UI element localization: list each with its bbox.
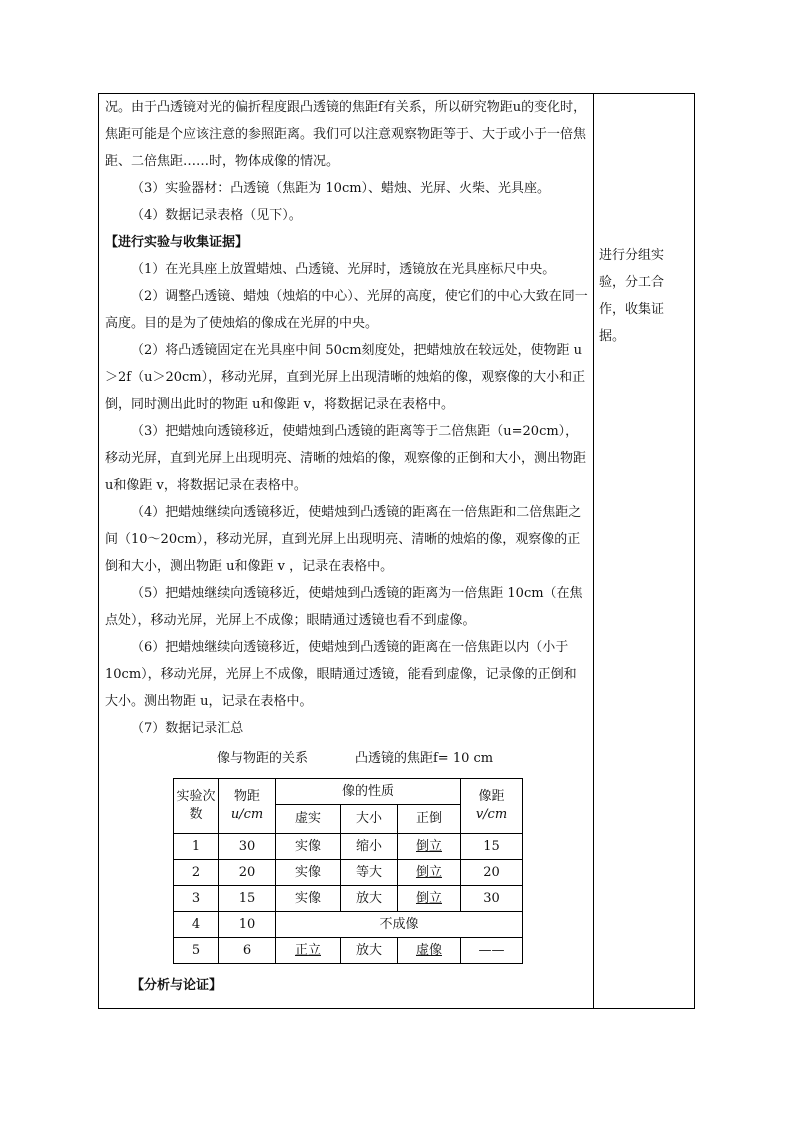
caption-left: 像与物距的关系 bbox=[217, 751, 309, 766]
cell-u: 20 bbox=[219, 860, 276, 886]
data-record-table bbox=[173, 778, 523, 964]
cell-n: 4 bbox=[174, 912, 219, 938]
cell-c: 虚像 bbox=[398, 938, 461, 964]
cell-n: 2 bbox=[174, 860, 219, 886]
cell-a: 实像 bbox=[276, 860, 341, 886]
table-row bbox=[174, 860, 523, 886]
step-5: （4）把蜡烛继续向透镜移近，使蜡烛到凸透镜的距离在一倍焦距和二倍焦距之间（10～20cm），移动光屏，直到光屏上出现明亮、清晰的烛焰的像，观察像的正倒和大小，测出物距 u和像距 v ，记录在表格中。 bbox=[105, 505, 582, 574]
content-cell bbox=[105, 94, 589, 742]
paragraph-table-note: （4）数据记录表格（见下）。 bbox=[131, 208, 302, 223]
cell-u: 15 bbox=[219, 886, 276, 912]
header-real-virtual: 虚实 bbox=[276, 805, 341, 834]
cell-c: 倒立 bbox=[398, 834, 461, 860]
heading-analysis: 【分析与论证】 bbox=[131, 978, 223, 993]
table-row bbox=[174, 886, 523, 912]
step-6: （5）把蜡烛继续向透镜移近，使蜡烛到凸透镜的距离为一倍焦距 10cm（在焦点处），移动光屏，光屏上不成像；眼睛通过透镜也看不到虚像。 bbox=[105, 586, 583, 628]
cell-no-image: 不成像 bbox=[276, 912, 523, 938]
table-row bbox=[174, 834, 523, 860]
cell-v: —— bbox=[461, 938, 523, 964]
header-image-properties: 像的性质 bbox=[276, 779, 461, 805]
header-u-unit: u/cm bbox=[230, 807, 264, 822]
header-trial bbox=[174, 779, 219, 834]
activity-note: 进行分组实验，分工合作，收集证据。 bbox=[599, 248, 665, 344]
paragraph-equipment: （3）实验器材：凸透镜（焦距为 10cm）、蜡烛、光屏、火柴、光具座。 bbox=[131, 181, 551, 196]
cell-u: 30 bbox=[219, 834, 276, 860]
step-3: （2）将凸透镜固定在光具座中间 50cm刻度处，把蜡烛放在较远处，使物距 u＞2f（u＞20cm），移动光屏，直到光屏上出现清晰的烛焰的像，观察像的大小和正倒，同时测出此时的物距 u和像距 v，将数据记录在表格中。 bbox=[105, 343, 586, 412]
header-u-name: 物距 bbox=[233, 789, 260, 804]
cell-n: 5 bbox=[174, 938, 219, 964]
header-trial-text: 实验次数 bbox=[176, 789, 216, 822]
column-divider bbox=[593, 94, 594, 1008]
activity-cell bbox=[599, 242, 681, 350]
cell-v: 15 bbox=[461, 834, 523, 860]
table-row bbox=[174, 912, 523, 938]
cell-n: 1 bbox=[174, 834, 219, 860]
cell-u: 10 bbox=[219, 912, 276, 938]
cell-a: 实像 bbox=[276, 834, 341, 860]
step-8: （7）数据记录汇总 bbox=[131, 721, 244, 736]
paragraph-intro: 况。由于凸透镜对光的偏折程度跟凸透镜的焦距f有关系，所以研究物距u的变化时，焦距可能是个应该注意的参照距离。我们可以注意观察物距等于、大于或小于一倍焦距、二倍焦距……时，物体成像的情况。 bbox=[105, 100, 587, 169]
cell-c: 倒立 bbox=[398, 886, 461, 912]
header-image-distance bbox=[461, 779, 523, 834]
table-row bbox=[174, 938, 523, 964]
cell-b: 等大 bbox=[341, 860, 398, 886]
cell-u: 6 bbox=[219, 938, 276, 964]
header-size: 大小 bbox=[341, 805, 398, 834]
header-object-distance bbox=[219, 779, 276, 834]
cell-a: 实像 bbox=[276, 886, 341, 912]
cell-n: 3 bbox=[174, 886, 219, 912]
cell-v: 30 bbox=[461, 886, 523, 912]
step-4: （3）把蜡烛向透镜移近，使蜡烛到凸透镜的距离等于二倍焦距（u=20cm），移动光屏，直到光屏上出现明亮、清晰的烛焰的像，观察像的正倒和大小，测出物距 u和像距 v，将数据记录在表格中。 bbox=[105, 424, 587, 493]
step-7: （6）把蜡烛继续向透镜移近，使蜡烛到凸透镜的距离在一倍焦距以内（小于 10cm），移动光屏，光屏上不成像，眼睛通过透镜，能看到虚像，记录像的正倒和大小。测出物距 u，记录在表格中。 bbox=[105, 640, 577, 709]
header-orientation: 正倒 bbox=[398, 805, 461, 834]
step-2: （2）调整凸透镜、蜡烛（烛焰的中心）、光屏的高度，使它们的中心大致在同一高度。目的是为了使烛焰的像成在光屏的中央。 bbox=[105, 289, 588, 331]
lesson-table bbox=[98, 93, 695, 1009]
cell-b: 缩小 bbox=[341, 834, 398, 860]
cell-v: 20 bbox=[461, 860, 523, 886]
step-1: （1）在光具座上放置蜡烛、凸透镜、光屏时，透镜放在光具座标尺中央。 bbox=[131, 262, 556, 277]
cell-b: 放大 bbox=[341, 938, 398, 964]
cell-a: 正立 bbox=[276, 938, 341, 964]
heading-experiment: 【进行实验与收集证据】 bbox=[105, 235, 249, 250]
cell-c: 倒立 bbox=[398, 860, 461, 886]
caption-right: 凸透镜的焦距f= 10 cm bbox=[355, 751, 494, 766]
cell-b: 放大 bbox=[341, 886, 398, 912]
header-v-unit: v/cm bbox=[475, 807, 508, 822]
header-v-name: 像距 bbox=[478, 789, 505, 804]
